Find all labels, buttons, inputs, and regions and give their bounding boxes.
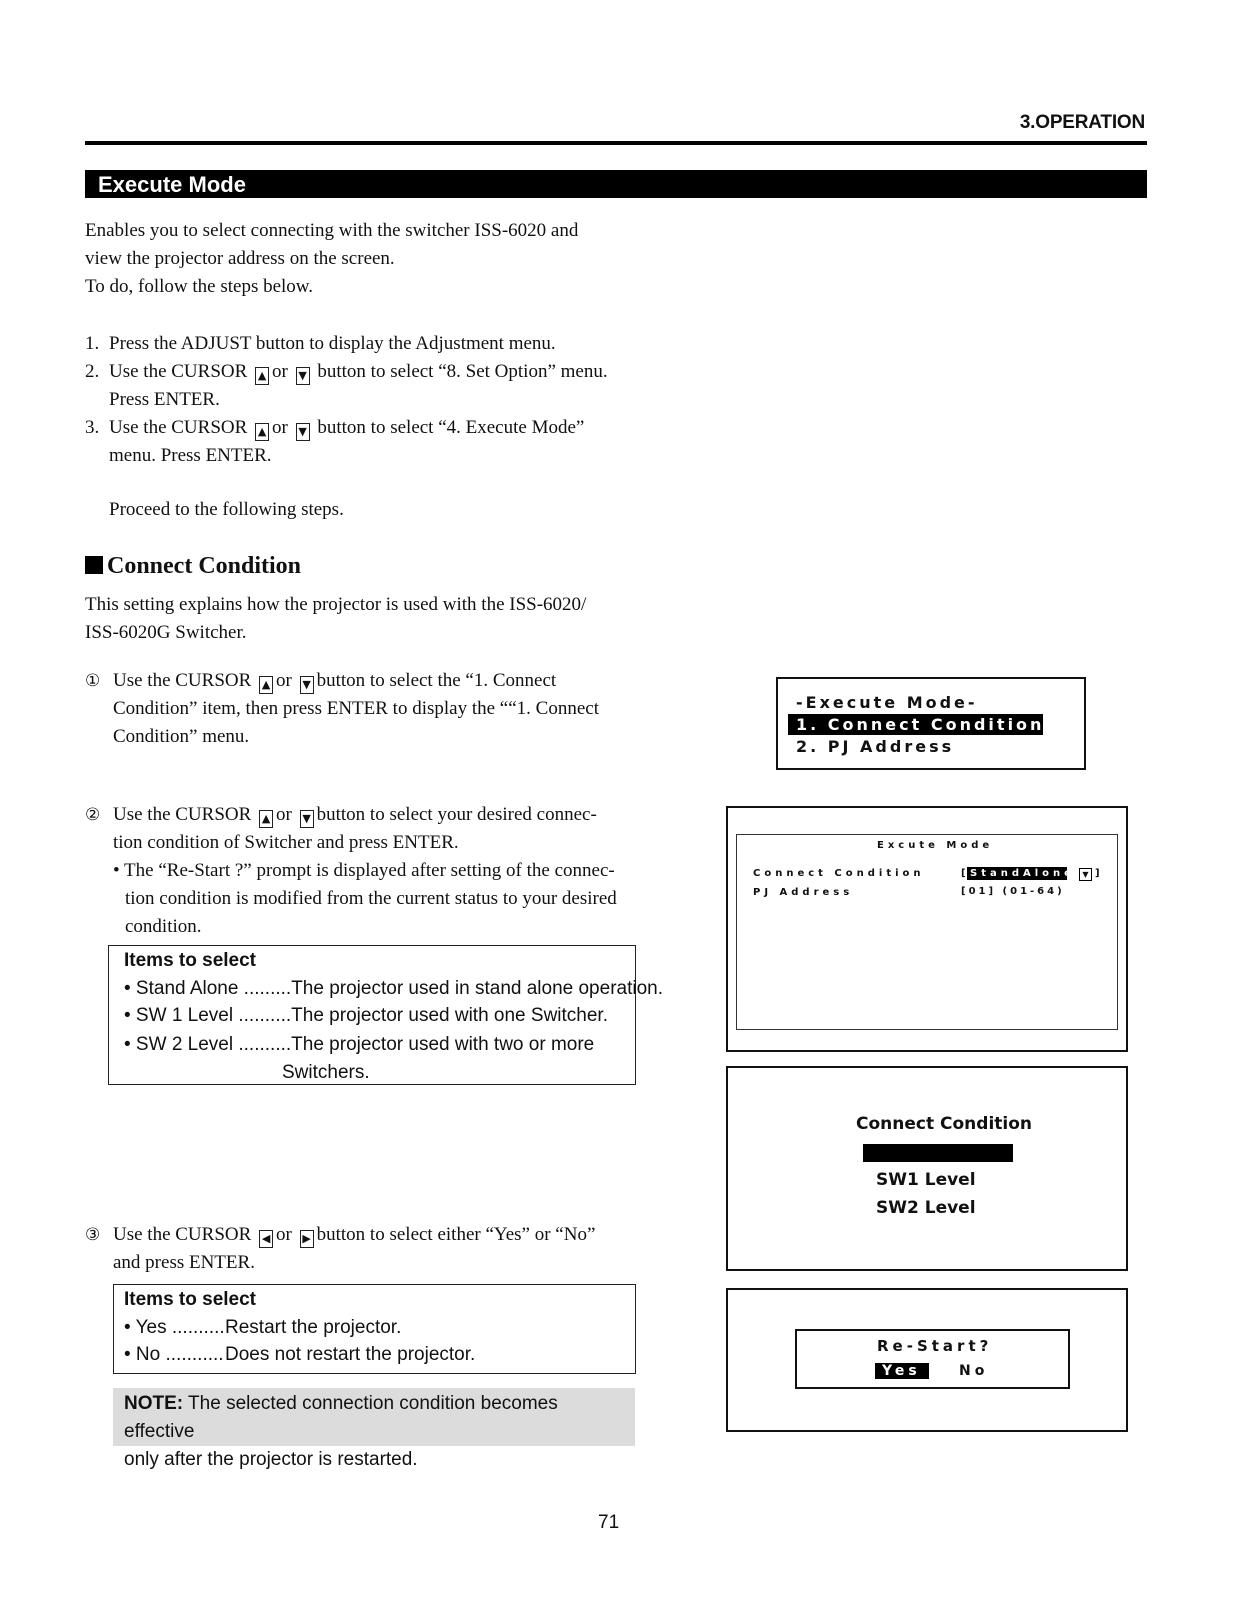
osd-restart-no: No [959,1363,989,1379]
cursor-right-icon: ▶ [300,1230,314,1248]
step-number: ② [85,805,101,825]
cursor-down-icon: ▼ [296,367,310,385]
step-text: or [272,361,288,382]
heading-text: Connect Condition [107,553,302,579]
item-label: • SW 2 Level .......... [124,1034,292,1055]
step-text: Use the CURSOR [113,1224,252,1245]
osd-menu-item-connect-condition: 1. Connect Condition [796,715,1045,734]
intro-line: Enables you to select connecting with the switcher ISS-6020 and [85,220,579,241]
osd-detail-row-label: Connect Condition [753,868,925,879]
connect-condition-desc [85,591,645,647]
step-text: button to select the “1. Connect [316,670,557,691]
cursor-down-icon: ▼ [296,423,310,441]
osd-option: SW2 Level [876,1198,976,1218]
item-desc-cont: Switchers. [282,1062,370,1083]
osd-restart [726,1288,1128,1432]
step-text: button to select either “Yes” or “No” [316,1224,596,1245]
osd-inner-frame [736,834,1118,1030]
step-text: or [276,670,292,691]
step-text: button to select “4. Execute Mode” [317,417,585,438]
step-text: Press the ADJUST button to display the Adjustment menu. [109,333,556,354]
step-text: or [272,417,288,438]
osd-menu-item-pj-address: 2. PJ Address [796,737,955,756]
note-body: only after the projector is restarted. [124,1449,418,1470]
intro-line: To do, follow the steps below. [85,276,314,297]
step-text: Press ENTER. [109,389,220,410]
item-desc: Does not restart the projector. [225,1344,476,1365]
step-number: 2. [85,361,100,382]
cursor-up-icon: ▲ [255,423,269,441]
cursor-left-icon: ◀ [259,1230,273,1248]
item-desc: The projector used in stand alone operation. [291,978,664,999]
step-text: Use the CURSOR [113,670,252,691]
item-label: • SW 1 Level .......... [124,1005,292,1026]
cursor-down-icon: ▼ [300,676,314,694]
osd-restart-yes: Yes [882,1363,921,1379]
step-text: Condition” menu. [113,726,250,747]
circled-step-2 [85,801,655,941]
step-text: Condition” item, then press ENTER to display the ““1. Connect [113,698,599,719]
item-row [124,1344,475,1366]
step-3 [85,414,685,470]
section-title-bar [85,170,1147,198]
circled-step-3 [85,1221,655,1281]
cursor-up-icon: ▲ [255,367,269,385]
item-row [124,1317,401,1339]
step-text: button to select your desired connec- [316,804,597,825]
osd-detail-row1-value: StandAlone [970,868,1075,879]
step-text: menu. Press ENTER. [109,445,272,466]
step-1 [85,330,685,358]
osd-restart-title: Re-Start? [877,1337,993,1355]
note-box [113,1388,635,1470]
step-2 [85,358,685,414]
item-row [124,1034,594,1056]
proceed-text: Proceed to the following steps. [109,499,344,520]
header-rule [85,141,1147,145]
items-to-select-box [108,945,664,1085]
items-to-select-box [113,1284,636,1374]
dropdown-arrow-icon: ▼ [1079,868,1092,881]
step-text: Use the CURSOR [109,417,248,438]
bullet-text: tion condition is modified from the current status to your desired [125,888,617,909]
item-label: • Stand Alone ......... [124,978,292,999]
connect-condition-heading [85,553,301,580]
intro-paragraph [85,217,645,301]
step-text: tion condition of Switcher and press ENTER. [113,832,459,853]
step-text: Use the CURSOR [109,361,248,382]
osd-execute-mode-menu [776,677,1086,770]
item-label: • No ........... [124,1344,224,1365]
item-row [124,1005,608,1027]
step-number: ③ [85,1225,101,1245]
osd-connect-title: Connect Condition [856,1114,1033,1134]
cursor-up-icon: ▲ [259,676,273,694]
circled-step-1 [85,667,655,757]
desc-line: ISS-6020G Switcher. [85,622,247,643]
intro-line: view the projector address on the screen. [85,248,395,269]
section-header: 3.OPERATION [1019,112,1145,133]
osd-restart-dialog [795,1329,1070,1389]
osd-selected-option [863,1144,1013,1162]
cursor-down-icon: ▼ [300,810,314,828]
items-title: Items to select [124,1289,256,1310]
step-number: ① [85,671,101,691]
item-row [124,978,663,1000]
items-title: Items to select [124,950,256,971]
note-body: The selected connection condition becomes effective [124,1393,558,1442]
note-text [124,1390,624,1474]
bullet-text: • The “Re-Start ?” prompt is displayed after setting of the connec- [113,860,615,881]
square-bullet-icon [85,556,103,574]
item-desc: The projector used with two or more [291,1034,595,1055]
desc-line: This setting explains how the projector is used with the ISS-6020/ [85,594,587,615]
step-text: and press ENTER. [113,1252,255,1273]
osd-option: SW1 Level [876,1170,976,1190]
cursor-up-icon: ▲ [259,810,273,828]
note-label: NOTE: [124,1393,184,1414]
item-desc: The projector used with one Switcher. [291,1005,608,1026]
osd-detail-row2-value: [01] (01-64) [961,886,1065,897]
step-text: Use the CURSOR [113,804,252,825]
osd-execute-mode-detail [726,806,1128,1052]
bullet-text: condition. [125,916,202,937]
item-label: • Yes .......... [124,1317,225,1338]
steps-list [85,330,685,470]
osd-connect-condition [726,1066,1128,1271]
osd-bracket: [ [961,868,966,879]
osd-detail-title: Excute Mode [877,840,994,851]
step-text: or [276,804,292,825]
osd-detail-row-label: PJ Address [753,887,854,898]
item-desc: Restart the projector. [225,1317,402,1338]
page-number: 71 [598,1512,620,1533]
step-number: 1. [85,333,100,354]
section-title: Execute Mode [98,172,246,197]
osd-menu-title: -Execute Mode- [796,693,978,712]
osd-bracket: ] [1095,868,1100,879]
step-text: or [276,1224,292,1245]
step-number: 3. [85,417,100,438]
step-text: button to select “8. Set Option” menu. [317,361,608,382]
